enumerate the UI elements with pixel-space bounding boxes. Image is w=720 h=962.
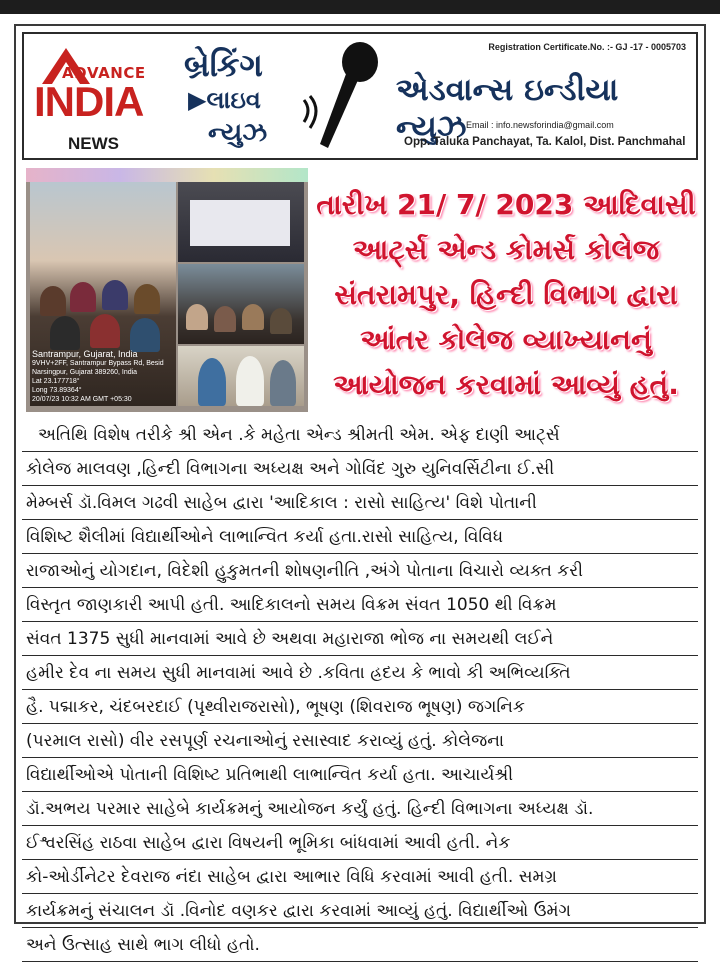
live-label-text: લાઇવ bbox=[206, 86, 261, 114]
email-address: Email : info.newsforindia@gmail.com bbox=[466, 120, 614, 130]
event-photo-collage bbox=[26, 168, 308, 412]
article-line: રાજાઓનું યોગદાન, વિદેશી હુકુમતની શોષણનીતિ ,અંગે પોતાના વિચારો વ્યક્ત કરી bbox=[22, 554, 698, 588]
article-line: (પરમાલ રાસો) વીર રસપૂર્ણ રચનાઓનું રસાસ્વાદ કરાવ્યું હતું. કોલેજના bbox=[22, 724, 698, 758]
live-label bbox=[188, 86, 261, 114]
article-line: મેમ્બર્સ ડૉ.વિમલ ગઢવી સાહેબ દ્વારા 'આદિકાલ : રાસો સાહિત્ય' વિશે પોતાની bbox=[22, 486, 698, 520]
advance-india-news-logo bbox=[32, 40, 166, 156]
geotag-line: 9VHV+2FF, Santrampur Bypass Rd, Besid bbox=[32, 360, 164, 367]
article-line: સંવત 1375 સુધી માનવામાં આવે છે અથવા મહારાજા ભોજ ના સમયથી લઈને bbox=[22, 622, 698, 656]
geotag-overlay bbox=[32, 350, 164, 404]
geotag-line: Long 73.89364° bbox=[32, 387, 82, 394]
headline-line: આંતર કોલેજ વ્યાખ્યાનનું bbox=[360, 323, 652, 356]
geotag-line: Narsingpur, Gujarat 389260, India bbox=[32, 369, 138, 376]
article-line: અને ઉત્સાહ સાથે ભાગ લીધો હતો. bbox=[22, 928, 698, 962]
article-line: અતિથિ વિશેષ તરીકે શ્રી એન .કે મહેતા એન્ડ શ્રીમતી એમ. એફ દાણી આર્ટ્સ bbox=[22, 418, 698, 452]
logo-india-text: INDIA bbox=[34, 78, 144, 125]
logo-advance-text: ADVANCE bbox=[62, 64, 146, 82]
masthead bbox=[22, 32, 698, 160]
article-line: ઈશ્વરસિંહ રાઠવા સાહેબ દ્વારા વિષયની ભૂમિકા બાંધવામાં આવી હતી. નેક bbox=[22, 826, 698, 860]
breaking-label: બ્રેકિંગ bbox=[184, 46, 263, 84]
article-line: કોલેજ માલવણ ,હિન્દી વિભાગના અધ્યક્ષ અને ગોવિંદ ગુરુ યુનિવર્સિટીના ઈ.સી bbox=[22, 452, 698, 486]
article-body bbox=[22, 418, 698, 962]
article-line: વિશિષ્ટ શૈલીમાં વિદ્યાર્થીઓને લાભાન્વિત કર્યા હતા.રાસો સાહિત્ય, વિવિધ bbox=[22, 520, 698, 554]
article-line: કાર્યક્રમનું સંચાલન ડૉ .વિનોદ વણકર દ્વારા કરવામાં આવ્યું હતું. વિદ્યાર્થીઓ ઉમંગ bbox=[22, 894, 698, 928]
headline-line: આર્ટ્સ એન્ડ કોમર્સ કોલેજ bbox=[352, 233, 660, 266]
office-address: Opp. Taluka Panchayat, Ta. Kalol, Dist. Panchmahal bbox=[404, 136, 686, 148]
article-line: હૈ. પદ્માકર, ચંદબરદાઈ (પૃથ્વીરાજરાસો), ભૂષણ (શિવરાજ ભૂષણ) જગનિક bbox=[22, 690, 698, 724]
article-line: વિસ્તૃત જાણકારી આપી હતી. આદિકાલનો સમય વિક્રમ સંવત 1050 થી વિક્રમ bbox=[22, 588, 698, 622]
headline-line: આયોજન કરવામાં આવ્યું હતું. bbox=[333, 368, 679, 401]
headline-line: સંતરામપુર, હિન્દી વિભાગ દ્વારા bbox=[334, 278, 678, 311]
article-line: કો-ઓર્ડીનેટર દેવરાજ નંદા સાહેબ દ્વારા આભાર વિધિ કરવામાં આવી હતી. સમગ્ર bbox=[22, 860, 698, 894]
article-line: વિદ્યાર્થીઓએ પોતાની વિશિષ્ટ પ્રતિભાથી લાભાન્વિત કર્યા હતા. આચાર્યશ્રી bbox=[22, 758, 698, 792]
microphone-icon bbox=[300, 40, 384, 156]
felicitation-photo bbox=[178, 346, 304, 406]
paper-name: એડવાન્સ ઇન્ડીયા ન્યુઝ bbox=[396, 72, 619, 145]
logo-news-text: NEWS bbox=[68, 134, 119, 153]
top-bar bbox=[0, 0, 720, 14]
lecture-hall-photo bbox=[178, 264, 304, 344]
article-line: ડૉ.અભય પરમાર સાહેબે કાર્યક્રમનું આયોજન કર્યું હતું. હિન્દી વિભાગના અધ્યક્ષ ડૉ. bbox=[22, 792, 698, 826]
geotag-line: Santrampur, Gujarat, India bbox=[32, 349, 138, 359]
article-line: હમીર દેવ ના સમય સુધી માનવામાં આવે છે .કવિતા હ્રદય કે ભાવો કી અભિવ્યક્તિ bbox=[22, 656, 698, 690]
geotag-line: 20/07/23 10:32 AM GMT +05:30 bbox=[32, 396, 132, 403]
news-label: ન્યુઝ bbox=[208, 118, 268, 148]
headline-line: તારીખ 21/ 7/ 2023 આદિવાસી bbox=[316, 188, 696, 221]
geotag-line: Lat 23.177718° bbox=[32, 378, 80, 385]
screen-photo bbox=[178, 182, 304, 262]
play-icon: ▶ bbox=[188, 86, 207, 114]
registration-number: Registration Certificate.No. :- GJ -17 - 0005703 bbox=[488, 42, 686, 52]
headline bbox=[314, 182, 698, 407]
photo-strip bbox=[26, 168, 308, 182]
